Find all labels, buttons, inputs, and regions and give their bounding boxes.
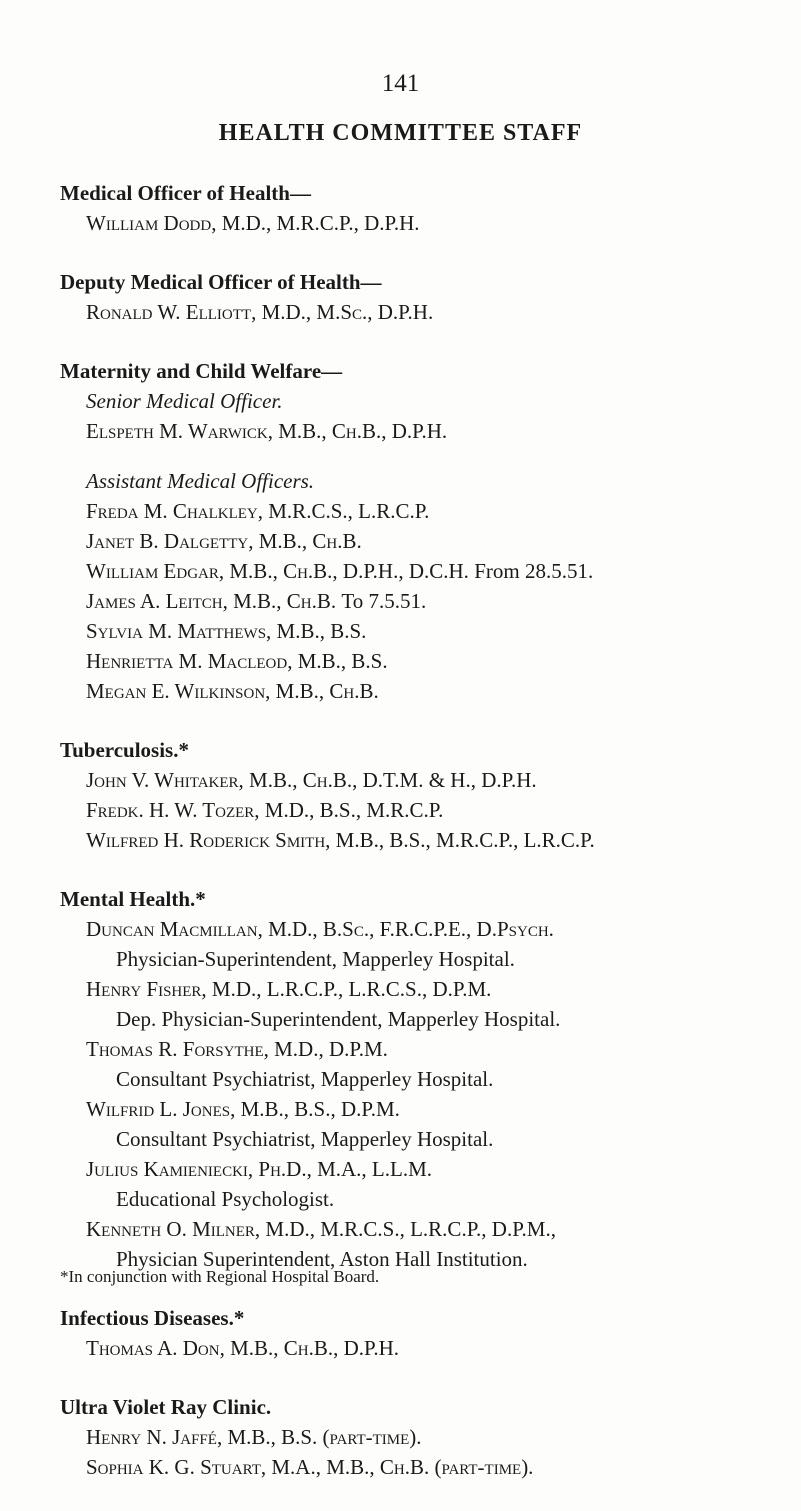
staff-role: Consultant Psychiatrist, Mapperley Hospital. xyxy=(116,1067,494,1091)
staff-name: Sophia K. G. Stuart, M.A., M.B., Ch.B. (part-time). xyxy=(86,1455,534,1479)
subsection-heading: Senior Medical Officer. xyxy=(86,389,283,413)
staff-name: Henry Fisher, M.D., L.R.C.P., L.R.C.S., D.P.M. xyxy=(86,977,492,1001)
staff-name: Thomas A. Don, M.B., Ch.B., D.P.H. xyxy=(86,1336,400,1360)
staff-row xyxy=(60,556,790,586)
section-heading: Ultra Violet Ray Clinic. xyxy=(60,1395,272,1419)
section-heading: Mental Health.* xyxy=(60,887,206,911)
staff-name: Fredk. H. W. Tozer, M.D., B.S., M.R.C.P. xyxy=(86,798,444,822)
staff-row xyxy=(60,586,790,616)
staff-name: Kenneth O. Milner, M.D., M.R.C.S., L.R.C.P., D.P.M., xyxy=(86,1217,556,1241)
staff-role: Dep. Physician-Superintendent, Mapperley Hospital. xyxy=(116,1007,561,1031)
staff-name: Freda M. Chalkley, M.R.C.S., L.R.C.P. xyxy=(86,499,430,523)
page-title: HEALTH COMMITTEE STAFF xyxy=(218,120,583,146)
staff-name: William Dodd, M.D., M.R.C.P., D.P.H. xyxy=(86,211,420,235)
staff-role: Educational Psychologist. xyxy=(116,1187,335,1211)
staff-name: James A. Leitch, M.B., Ch.B. xyxy=(86,589,337,613)
staff-name: Duncan Macmillan, M.D., B.Sc., F.R.C.P.E., D.Psych. xyxy=(86,917,554,941)
staff-name: Wilfrid L. Jones, M.B., B.S., D.P.M. xyxy=(86,1097,400,1121)
staff-name: Ronald W. Elliott, M.D., M.Sc., D.P.H. xyxy=(86,300,434,324)
staff-role: Physician-Superintendent, Mapperley Hospital. xyxy=(116,947,515,971)
section-moh xyxy=(60,178,790,238)
section-heading: Tuberculosis.* xyxy=(60,738,189,762)
staff-list xyxy=(60,178,790,1511)
page-number: 141 xyxy=(381,70,420,97)
subsection-heading: Assistant Medical Officers. xyxy=(86,469,315,493)
staff-name: William Edgar, M.B., Ch.B., D.P.H., D.C.H. xyxy=(86,559,469,583)
section-mental-health xyxy=(60,884,790,1274)
staff-name: Henry N. Jaffé, M.B., B.S. (part-time). xyxy=(86,1425,422,1449)
staff-name: Wilfred H. Roderick Smith, M.B., B.S., M.R.C.P., L.R.C.P. xyxy=(86,828,595,852)
staff-name: John V. Whitaker, M.B., Ch.B., D.T.M. & H., D.P.H. xyxy=(86,768,537,792)
section-heading: Medical Officer of Health— xyxy=(60,181,311,205)
staff-name: Henrietta M. Macleod, M.B., B.S. xyxy=(86,649,388,673)
date-note: To 7.5.51. xyxy=(341,589,427,613)
section-heading: Deputy Medical Officer of Health— xyxy=(60,270,382,294)
date-note: From 28.5.51. xyxy=(474,559,594,583)
section-heading: Maternity and Child Welfare— xyxy=(60,359,343,383)
section-maternity xyxy=(60,356,790,706)
section-deputy-moh xyxy=(60,267,790,327)
staff-role: Consultant Psychiatrist, Mapperley Hospital. xyxy=(116,1127,494,1151)
staff-name: Janet B. Dalgetty, M.B., Ch.B. xyxy=(86,529,362,553)
section-tuberculosis xyxy=(60,735,790,855)
staff-name: Julius Kamieniecki, Ph.D., M.A., L.L.M. xyxy=(86,1157,432,1181)
footnote: *In conjunction with Regional Hospital Board. xyxy=(60,1267,380,1286)
section-infectious-diseases xyxy=(60,1303,790,1363)
staff-name: Thomas R. Forsythe, M.D., D.P.M. xyxy=(86,1037,388,1061)
staff-name: Sylvia M. Matthews, M.B., B.S. xyxy=(86,619,367,643)
staff-name: Megan E. Wilkinson, M.B., Ch.B. xyxy=(86,679,379,703)
staff-role: Physician Superintendent, Aston Hall Institution. xyxy=(116,1247,528,1271)
section-heading: Infectious Diseases.* xyxy=(60,1306,245,1330)
section-uv-clinic xyxy=(60,1392,790,1482)
staff-name: Elspeth M. Warwick, M.B., Ch.B., D.P.H. xyxy=(86,419,448,443)
